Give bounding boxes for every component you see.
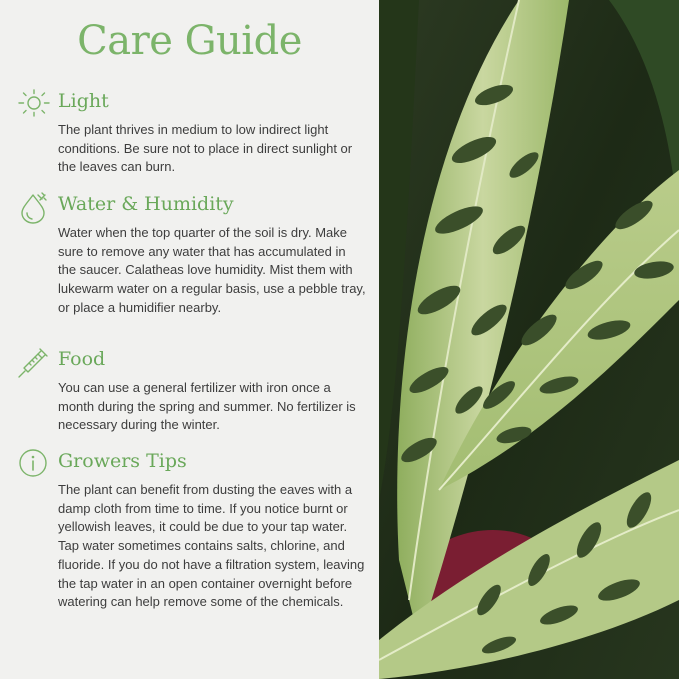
calathea-leaf-photo xyxy=(379,0,679,679)
section-heading: Food xyxy=(58,348,106,370)
section-growers-tips xyxy=(16,450,366,612)
section-heading: Water & Humidity xyxy=(58,193,234,215)
syringe-icon xyxy=(16,346,52,380)
water-drop-icon xyxy=(16,191,52,225)
section-text: You can use a general fertilizer with iron once a month during the spring and summer. No fertilizer is necessary during the winter. xyxy=(58,380,356,433)
section-water-humidity xyxy=(16,193,366,318)
section-food xyxy=(16,348,366,435)
section-light xyxy=(16,90,366,177)
section-text: The plant can benefit from dusting the eaves with a damp cloth from time to time. If you notice burnt or yellowish leaves, it could be due to your tap water. Tap water sometimes contains salts, chlorine, and fluoride. If you do not have a filtration system, leaving the tap water in an open container overnight before watering can help remove some of the chemicals. xyxy=(58,482,365,610)
section-text: Water when the top quarter of the soil is dry. Make sure to remove any water that has accumulated in the saucer. Calatheas love humidity. Mist them with lukewarm water on a regular basis, use a pebble tray, or place a humidifier nearby. xyxy=(58,225,366,315)
page-title: Care Guide xyxy=(77,18,302,64)
section-heading: Light xyxy=(58,90,109,112)
section-text: The plant thrives in medium to low indirect light conditions. Be sure not to place in direct sunlight or the leaves can burn. xyxy=(58,122,353,175)
leaf-illustration xyxy=(379,0,679,679)
section-heading: Growers Tips xyxy=(58,450,187,472)
info-icon xyxy=(16,448,52,482)
sun-icon xyxy=(16,88,52,122)
